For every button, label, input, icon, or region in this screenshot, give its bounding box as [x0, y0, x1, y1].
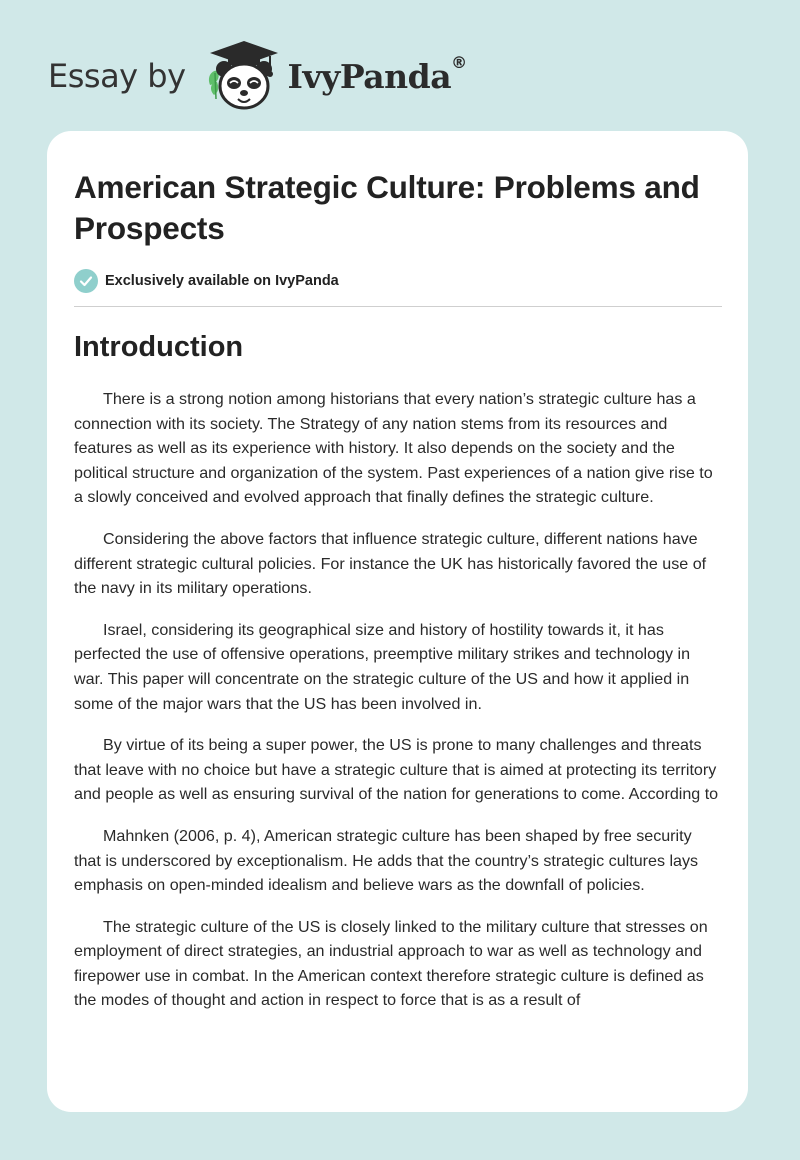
paragraph: Mahnken (2006, p. 4), American strategic culture has been shaped by free security that is underscored by exceptionalism. He adds that the country’s strategic cultures lays emphasis on open-minded idealism and believe wars as the downfall of policies. [74, 826, 699, 895]
check-icon [74, 269, 98, 293]
divider [74, 306, 722, 307]
paragraph: Considering the above factors that influence strategic culture, different nations have different strategic cultural policies. For instance the UK has historically favored the use of the navy in its military operations. [74, 529, 707, 598]
paragraph: There is a strong notion among historians that every nation’s strategic culture has a connection with its society. The Strategy of any nation stems from its resources and features as well as its experience with history. It also depends on the society and the political structure and organization of the system. Past experiences of a nation give rise to a slowly conceived and evolved approach that finally defines the strategic culture. [74, 390, 713, 507]
paragraph: The strategic culture of the US is closely linked to the military culture that stresses on employment of direct strategies, an industrial approach to war as well as technology and firepower use in combat. In the American context therefore strategic culture is defined as the modes of thought and action in respect to force that is as a result of [74, 917, 708, 1010]
panda-graduate-logo-icon[interactable] [204, 39, 282, 113]
exclusive-badge-label: Exclusively available on IvyPanda [105, 273, 339, 289]
article-title: American Strategic Culture: Problems and Prospects [74, 169, 700, 246]
section-heading: Introduction [74, 331, 244, 363]
exclusive-badge [74, 269, 722, 293]
article-card [47, 131, 748, 1112]
brand-name[interactable]: IvyPanda® [287, 52, 467, 96]
essay-by-label: Essay by [48, 57, 186, 95]
site-header [48, 36, 467, 116]
paragraph: Israel, considering its geographical size and history of hostility towards it, it has perfected the use of offensive operations, preemptive military strikes and technology in war. This paper will concentrate on the strategic culture of the US and how it applied in some of the major wars that the US has been involved in. [74, 620, 691, 713]
article-body [74, 387, 722, 1013]
paragraph: By virtue of its being a super power, the US is prone to many challenges and threats that leave with no choice but have a strategic culture that is aimed at protecting its territory and people as well as ensuring survival of the nation for generations to come. According to [74, 736, 719, 804]
registered-mark: ® [451, 52, 467, 72]
